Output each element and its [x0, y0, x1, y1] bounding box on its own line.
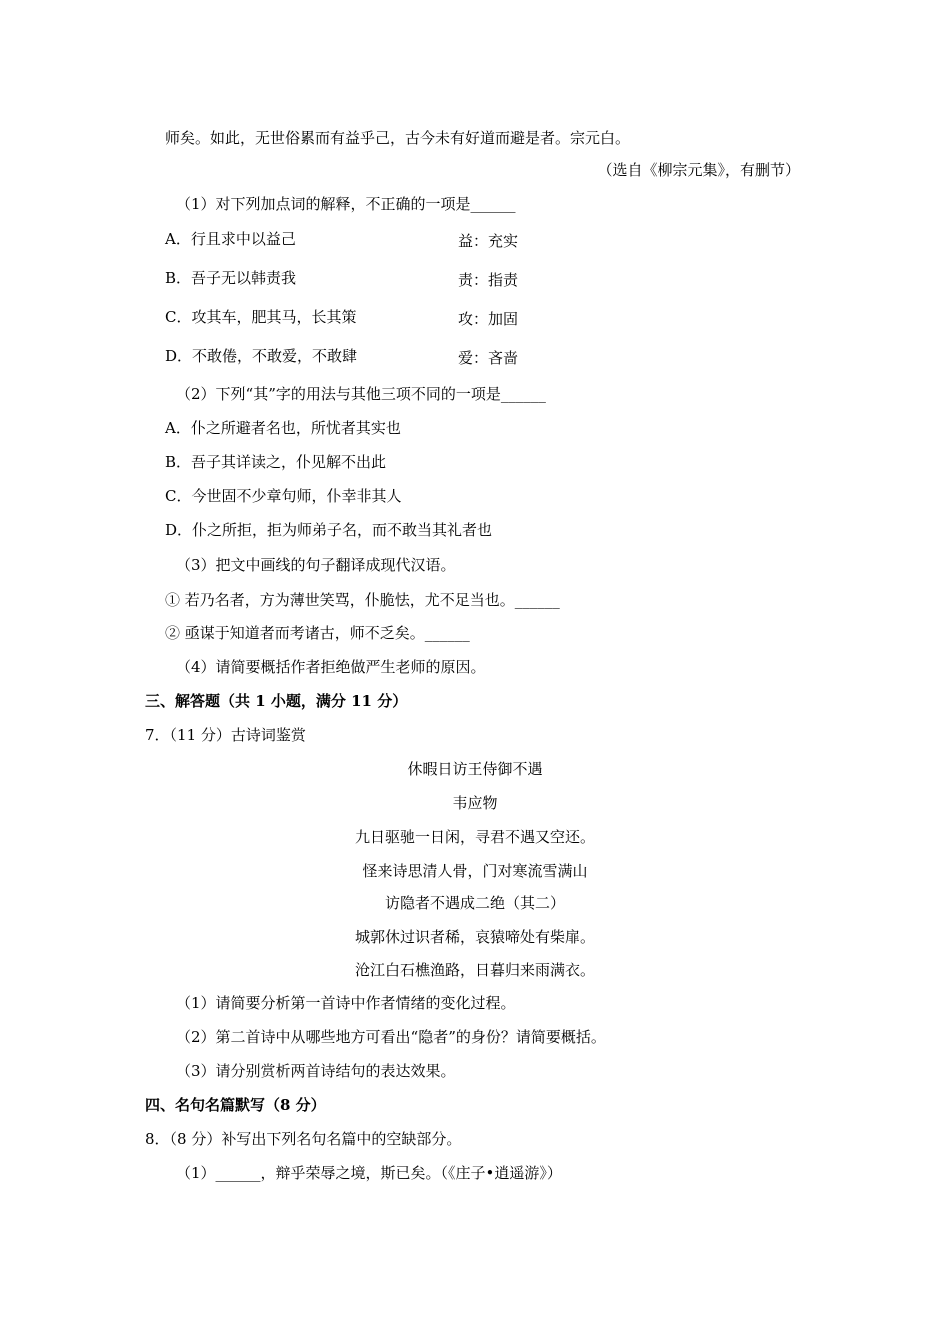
q7-stem: 7．（11 分）古诗词鉴赏: [145, 726, 306, 744]
q2-option-b: B．吾子其详读之，仆见解不出此: [165, 453, 387, 471]
passage-tail: 师矣。如此，无世俗累而有益乎己，古今未有好道而避是者。宗元白。: [165, 129, 631, 147]
q1-option-d-gloss: 爱：吝啬: [458, 349, 519, 367]
q2-option-d: D．仆之所拒，拒为师弟子名，而不敢当其礼者也: [165, 521, 493, 539]
q1-option-a: A．行且求中以益己: [165, 230, 296, 248]
q4-stem: （4）请简要概括作者拒绝做严生老师的原因。: [176, 658, 486, 676]
q2-option-a: A．仆之所避者名也，所忧者其实也: [165, 419, 401, 437]
q2-stem: （2）下列“其”字的用法与其他三项不同的一项是______: [176, 385, 546, 403]
q7-sub-1: （1）请简要分析第一首诗中作者情绪的变化过程。: [176, 994, 516, 1012]
poem1-author: 韦应物: [452, 794, 498, 812]
q1-option-b-gloss: 责：指责: [458, 271, 519, 289]
q7-sub-2: （2）第二首诗中从哪些地方可看出“隐者”的身份？请简要概括。: [176, 1028, 606, 1046]
q8-stem: 8．（8 分）补写出下列名句名篇中的空缺部分。: [145, 1130, 462, 1148]
poem2-title: 访隐者不遇成二绝（其二）: [384, 894, 565, 912]
poem1-title: 休暇日访王侍御不遇: [407, 760, 543, 778]
q3-item-1: ① 若乃名者，方为薄世笑骂，仆脆怯，尤不足当也。______: [165, 591, 560, 609]
poem1-line-2: 怪来诗思清人骨，门对寒流雪满山: [362, 862, 588, 880]
q2-option-c: C．今世固不少章句师，仆幸非其人: [165, 487, 402, 505]
q1-option-c: C．攻其车，肥其马，长其策: [165, 308, 357, 326]
q3-item-2: ② 亟谋于知道者而考诸古，师不乏矣。______: [165, 624, 470, 642]
q1-stem: （1）对下列加点词的解释，不正确的一项是______: [176, 195, 516, 213]
poem1-line-1: 九日驱驰一日闲，寻君不遇又空还。: [354, 828, 595, 846]
poem2-line-1: 城郭休过识者稀，哀猿啼处有柴扉。: [354, 928, 595, 946]
q1-option-b: B．吾子无以韩责我: [165, 269, 297, 287]
q7-sub-3: （3）请分别赏析两首诗结句的表达效果。: [176, 1062, 456, 1080]
q1-option-d: D．不敢倦，不敢爱，不敢肆: [165, 347, 358, 365]
section3-heading: 三、解答题（共 1 小题，满分 11 分）: [145, 692, 408, 710]
source-citation: （选自《柳宗元集》，有删节）: [597, 161, 800, 179]
section4-heading: 四、名句名篇默写（8 分）: [145, 1096, 326, 1114]
q1-option-c-gloss: 攻：加固: [458, 310, 519, 328]
q3-stem: （3）把文中画线的句子翻译成现代汉语。: [176, 556, 456, 574]
q1-option-a-gloss: 益：充实: [458, 232, 519, 250]
poem2-line-2: 沧江白石樵渔路，日暮归来雨满衣。: [354, 961, 595, 979]
q8-item-1: （1）______，辩乎荣辱之境，斯已矣。（《庄子•逍遥游》）: [176, 1164, 562, 1182]
